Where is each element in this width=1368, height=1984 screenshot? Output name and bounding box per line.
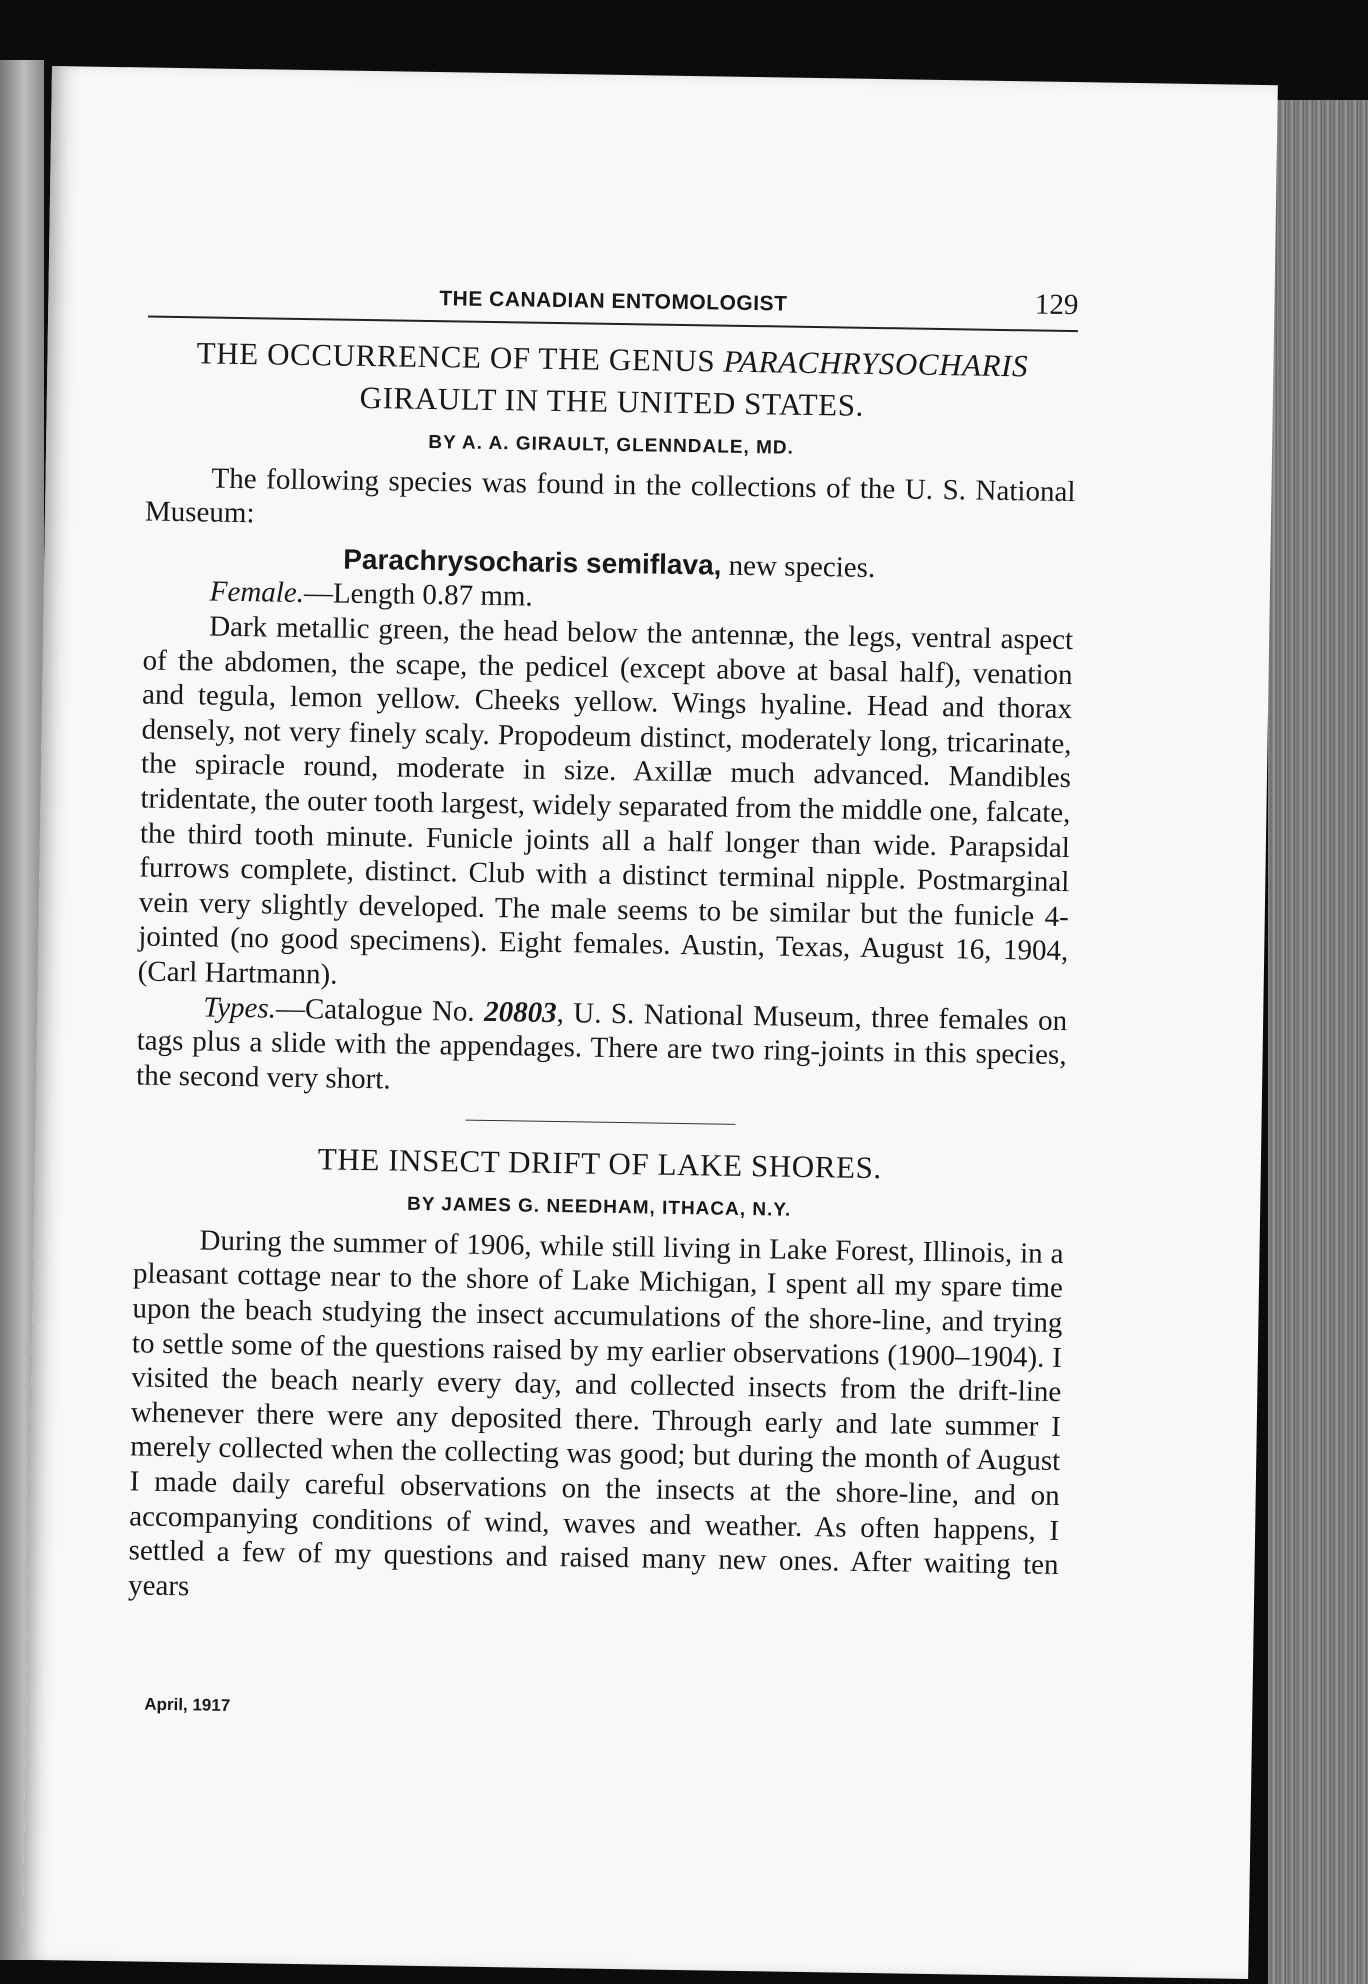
species-description: Dark metallic green, the head below the antennæ, the legs, ventral aspect of the abdomen, the scape, the pedicel (except above at basal half), venation and tegula, lemon yellow. Cheeks yellow. Wings hyaline. Head and thorax densely, not very finely scaly. Propodeum distinct, moderately long, tricarinate, the spiracle round, moderate in size. Axillæ much advanced. Mandibles tridentate, the outer tooth largest, widely separated from the middle one, falcate, the third tooth minute. Funicle joints all a half longer than wide. Parapsidal furrows complete, distinct. Club with a distinct terminal nipple. Postmarginal vein very slightly developed. The male seems to be similar but the funicle 4-jointed (no good specimens). Eight females. Austin, Texas, August 16, 1904, (Carl Hartmann). xyxy=(137,610,1074,991)
issue-date: April, 1917 xyxy=(144,1694,231,1716)
page-number: 129 xyxy=(1034,288,1079,322)
article2-byline: BY JAMES G. NEEDHAM, ITHACA, N.Y. xyxy=(406,1193,792,1222)
types-paragraph: Types.—Catalogue No. 20803, U. S. National Museum, three females on tags plus a slide with the appendages. There are two ring-joints in this species, the second very short. xyxy=(135,990,1068,1096)
book-spine xyxy=(1268,100,1368,1984)
journal-page xyxy=(22,66,1278,1979)
article2-title: THE INSECT DRIFT OF LAKE SHORES. xyxy=(317,1141,883,1186)
article2-body: During the summer of 1906, while still living in Lake Forest, Illinois, in a pleasant cottage near to the shore of Lake Michigan, I spent all my spare time upon the beach studying the insect accumulations of the shore-line, and trying to settle some of the questions raised by my earlier observations (1900–1904). I visited the beach nearly every day, and collected insects from the drift-line whenever there were any deposited there. Through early and late summer I merely collected when the collecting was good; but during the month of August I made daily careful observations on the insects at the shore-line, and on accompanying conditions of wind, waves and weather. As often happens, I settled a few of my questions and raised many new ones. After waiting ten years xyxy=(127,1224,1064,1603)
article1-intro: The following species was found in the collections of the U. S. National Museum: xyxy=(144,462,1076,530)
page-content xyxy=(127,272,1079,1716)
article-separator xyxy=(465,1120,735,1125)
female-length: Female.—Length 0.87 mm. xyxy=(209,575,533,613)
article1-byline: BY A. A. GIRAULT, GLENNDALE, MD. xyxy=(428,431,795,459)
genus-name: PARACHRYSOCHARIS xyxy=(723,343,1029,384)
article1-title: THE OCCURRENCE OF THE GENUS PARACHRYSOCHARIS GIRAULT IN THE UNITED STATES. xyxy=(196,335,1029,423)
species-note: new species. xyxy=(721,549,876,584)
catalogue-number: 20803 xyxy=(483,995,557,1029)
species-name: Parachrysocharis semiflava, xyxy=(343,543,722,581)
journal-title: THE CANADIAN ENTOMOLOGIST xyxy=(439,287,788,316)
